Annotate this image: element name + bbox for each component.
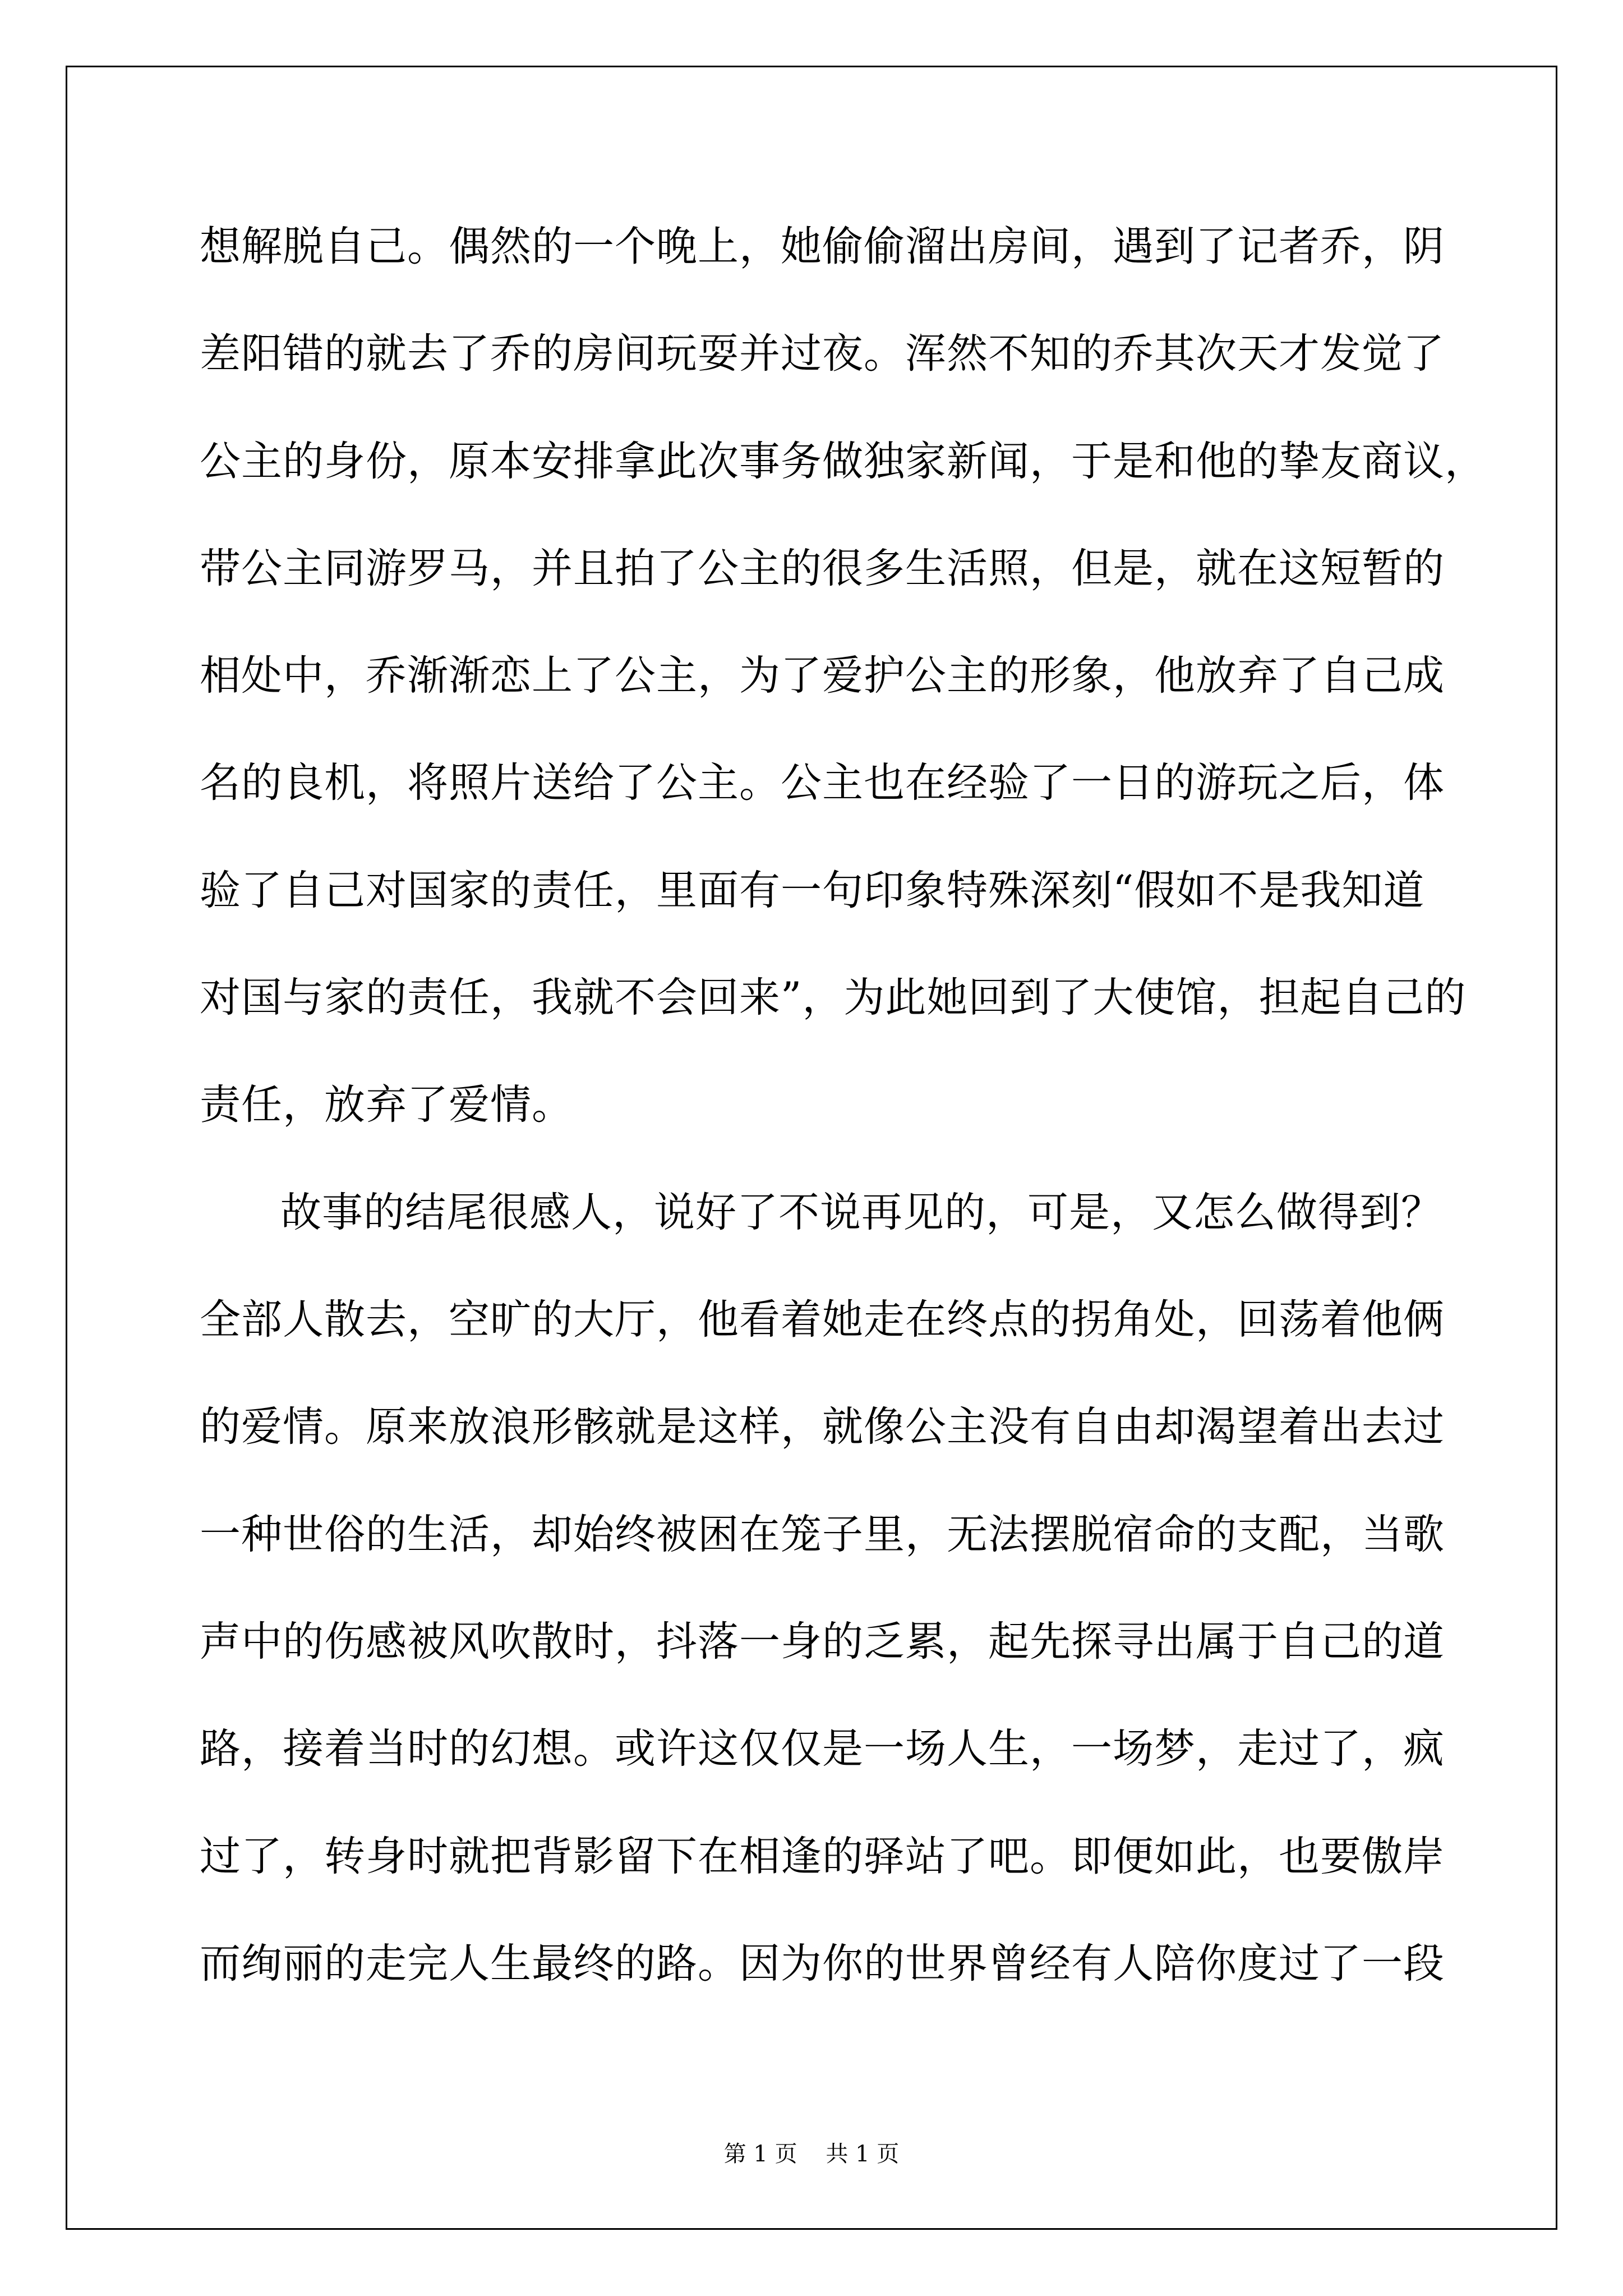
text-line: 名的良机，将照片送给了公主。公主也在经验了一日的游玩之后，体 [200, 759, 1445, 807]
text-line: 责任，放弃了爱情。 [200, 1081, 573, 1129]
page-number-footer: 第 1 页 共 1 页 [723, 2141, 900, 2167]
text-line: 声中的伤感被风吹散时，抖落一身的乏累，起先探寻出属于自己的道 [200, 1618, 1445, 1665]
text-line: 全部人散去，空旷的大厅，他看着她走在终点的拐角处，回荡着他俩 [200, 1296, 1445, 1343]
text-line: 带公主同游罗马，并且拍了公主的很多生活照，但是，就在这短暂的 [200, 545, 1445, 592]
text-line: 想解脱自己。偶然的一个晚上，她偷偷溜出房间，遇到了记者乔，阴 [200, 223, 1445, 270]
text-line: 相处中，乔渐渐恋上了公主，为了爱护公主的形象，他放弃了自己成 [200, 652, 1445, 700]
text-line: 的爱情。原来放浪形骸就是这样，就像公主没有自由却渴望着出去过 [200, 1403, 1445, 1451]
text-line: 对国与家的责任，我就不会回来”，为此她回到了大使馆，担起自己的 [200, 974, 1467, 1022]
text-line: 过了，转身时就把背影留下在相逢的驿站了吧。即便如此，也要傲岸 [200, 1833, 1445, 1880]
text-line: 而绚丽的走完人生最终的路。因为你的世界曾经有人陪你度过了一段 [200, 1940, 1445, 1987]
paragraph-first-line: 故事的结尾很感人，说好了不说再见的，可是，又怎么做得到？ [280, 1189, 1442, 1236]
text-line: 路，接着当时的幻想。或许这仅仅是一场人生，一场梦，走过了，疯 [200, 1725, 1445, 1773]
text-line: 公主的身份，原本安排拿此次事务做独家新闻，于是和他的挚友商议， [200, 438, 1486, 485]
page-border [66, 66, 1557, 2230]
text-line: 一种世俗的生活，却始终被困在笼子里，无法摆脱宿命的支配，当歌 [200, 1511, 1445, 1558]
text-line: 验了自己对国家的责任，里面有一句印象特殊深刻“假如不是我知道 [200, 867, 1425, 914]
text-line: 差阳错的就去了乔的房间玩耍并过夜。浑然不知的乔其次天才发觉了 [200, 330, 1445, 378]
